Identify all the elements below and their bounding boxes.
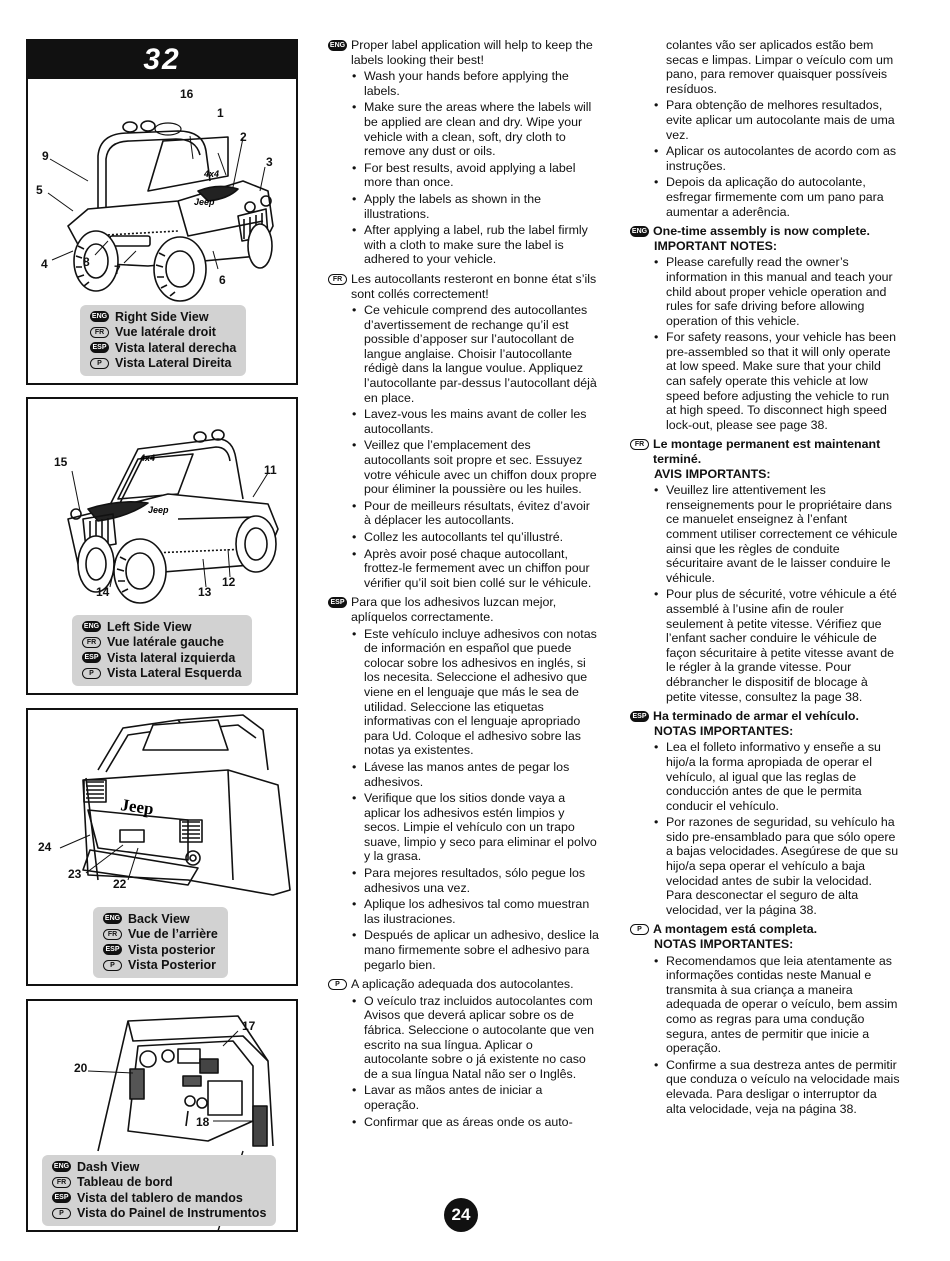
lang-badge: ESP — [328, 597, 347, 608]
callout-3: 3 — [266, 155, 273, 169]
section-p-labels-continued — [630, 38, 900, 219]
section-p-complete — [630, 922, 900, 1116]
callout-8: 8 — [83, 255, 90, 269]
legend-label: Vue de l’arrière — [128, 927, 218, 942]
callout-5: 5 — [36, 183, 43, 197]
section-intro: Proper label application will help to keep the labels looking their best! — [351, 38, 593, 67]
legend-row-eng — [103, 911, 218, 927]
list-item: • Por razones de seguridad, su vehículo ha sido pre-ensamblado para que sólo opere a bajas velocidades. Asegúrese de que su hijo/a sepa operar el vehículo a baja velocidad antes de subir la velocidad. Para desconectar el seguro de alta velocidad, ver la página 38. — [654, 815, 900, 917]
lang-badge: ENG — [104, 915, 121, 923]
legend-label: Vue latérale gauche — [107, 635, 224, 650]
legend-label: Vista Lateral Esquerda — [107, 666, 242, 681]
list-item: • For best results, avoid applying a label more than once. — [352, 161, 600, 190]
legend-label: Vista do Painel de Instrumentos — [77, 1206, 267, 1221]
list-item: • Después de aplicar un adhesivo, deslice la mano firmemente sobre el adhesivo para pegarlo bien. — [352, 928, 600, 972]
legend-row-eng — [52, 1159, 266, 1175]
figure-panel-back — [26, 708, 298, 986]
section-p-labels — [328, 977, 600, 1129]
callout-20: 20 — [74, 1061, 88, 1075]
section-eng-labels — [328, 38, 600, 267]
list-item: • Pour plus de sécurité, votre véhicule a été assemblé à l’usine afin de rouler seulement à petite vitesse. Vérifiez que l’enfant sacher conduire le véhicule de façon sécuritaire à petite vitesse avant de le régler à la grande vitesse. Pour débrancher le dispositif de blocage à petite vitesse, consultez la page 38. — [654, 587, 900, 704]
legend-label: Tableau de bord — [77, 1175, 173, 1190]
section-title: A montagem está completa. — [653, 922, 818, 937]
section-title: Ha terminado de armar el vehículo. — [653, 709, 859, 724]
section-title: Le montage permanent est maintenant terminé. — [653, 437, 881, 467]
legend-label: Vista posterior — [128, 942, 216, 957]
lang-badge: FR — [103, 929, 122, 940]
middle-text-column — [328, 38, 600, 1134]
lang-badge: ESP — [630, 711, 649, 722]
notes-heading: NOTAS IMPORTANTES: — [654, 937, 794, 952]
callout-22: 22 — [113, 877, 127, 891]
list-item: • Ce vehicule comprend des autocollantes d’avertissement de rechange qu’il est possible d’apposer sur l’autocollant de langue anglaise. Choisir l’autocollante rédigè dans la langue voulue. Appliquez l’autocollante par-dessus l’autocollant déjà en place. — [352, 303, 600, 405]
list-item: • Para mejores resultados, sólo pegue los adhesivos una vez. — [352, 866, 600, 895]
list-item: • Wash your hands before applying the labels. — [352, 69, 600, 98]
legend-row-fr — [82, 635, 242, 651]
legend-row-fr — [90, 325, 236, 341]
list-item: • Lavar as mãos antes de iniciar a operação. — [352, 1083, 600, 1112]
lang-badge: ENG — [83, 623, 100, 631]
callout-11: 11 — [264, 463, 277, 477]
callout-13: 13 — [198, 585, 212, 599]
legend-row-fr — [52, 1175, 266, 1191]
lang-badge: FR — [52, 1177, 71, 1188]
legend-right-side — [80, 305, 246, 376]
figure-panel-dash — [26, 999, 298, 1232]
callout-6: 6 — [219, 273, 226, 287]
list-item: • Please carefully read the owner’s information in this manual and teach your child about proper vehicle operation and rules for safe driving before allowing operation of this vehicle. — [654, 255, 900, 328]
lang-badge: P — [328, 979, 347, 990]
callout-18: 18 — [196, 1115, 210, 1129]
legend-label: Vista lateral izquierda — [107, 650, 236, 665]
list-item: • Para obtenção de melhores resultados, evite aplicar um autocolante mais de uma vez. — [654, 98, 900, 142]
legend-row-esp — [52, 1190, 266, 1206]
side-logo-text: Jeep — [148, 505, 169, 515]
list-item: • Confirme a sua destreza antes de permitir que conduza o veículo na velocidade mais elevada. Para desligar o interruptor da alta velocidade, veja na página 38. — [654, 1058, 900, 1116]
right-text-column — [630, 38, 900, 1121]
callout-2: 2 — [240, 130, 247, 144]
list-item: • Lavez-vous les mains avant de coller les autocollants. — [352, 407, 600, 436]
list-item: • Lávese las manos antes de pegar los adhesivos. — [352, 760, 600, 789]
lang-badge: ENG — [329, 42, 346, 49]
list-item: • Confirmar que as áreas onde os auto- — [352, 1115, 600, 1130]
list-item: • Este vehículo incluye adhesivos con notas de información en español que puede colocar sobre los adhesivos en inglés, si los necesita. Seleccione el adhesivo que viene en el lenguaje que más le sea de utilidad. Seleccione las etiquetas informativas con el lenguaje apropriado para Ud. Coloque el adhesivo sobre las notas ya existentes. — [352, 627, 600, 758]
list-item: • For safety reasons, your vehicle has been pre-assembled so that it will only operate at low speed. Make sure that your child can safely operate this vehicle at low speed before adjusting the vehicle to run at high speed. To disconnect high speed lock-out, please see page 38. — [654, 330, 900, 432]
legend-row-eng — [90, 309, 236, 325]
list-item: • Recomendamos que leia atentamente as informações contidas neste Manual e transmita à sua criança a maneira adequada de operar o veículo, bem assim como as regras para uma condução segura, antes de permitir que inicie a operação. — [654, 954, 900, 1056]
callout-15: 15 — [54, 455, 68, 469]
list-item: • Aplique los adhesivos tal como muestran las ilustraciones. — [352, 897, 600, 926]
legend-label: Left Side View — [107, 619, 192, 634]
figure-panel-left-side — [26, 397, 298, 695]
legend-row-p — [103, 958, 218, 974]
legend-label: Vista Lateral Direita — [115, 356, 232, 371]
section-fr-labels — [328, 272, 600, 590]
list-item: • Depois da aplicação do autocolante, esfregar firmemente com um pano para aumentar a aderência. — [654, 175, 900, 219]
callout-7: 7 — [114, 263, 121, 277]
section-intro: Les autocollants resteront en bonne état s’ils sont collés correctement! — [351, 271, 597, 301]
section-esp-complete — [630, 709, 900, 917]
legend-label: Vista del tablero de mandos — [77, 1190, 243, 1205]
lang-badge: P — [52, 1208, 71, 1219]
legend-back — [93, 907, 228, 978]
list-item: • Apply the labels as shown in the illustrations. — [352, 192, 600, 221]
badge-4x4-text: 4x4 — [204, 169, 220, 179]
lang-badge: ENG — [631, 228, 648, 236]
figure-panel-right-side — [26, 39, 298, 385]
badge-4x4-text: 4x4 — [140, 453, 156, 463]
notes-heading: IMPORTANT NOTES: — [654, 238, 777, 253]
continued-text: colantes vão ser aplicados estão bem secas e limpas. Limpar o veículo com um pano, para remover quaisquer possíveis resíduos. — [666, 38, 894, 96]
section-fr-complete — [630, 437, 900, 704]
list-item: • Pour de meilleurs résultats, évitez d’avoir à déplacer les autocollants. — [352, 499, 600, 528]
lang-badge: P — [90, 358, 109, 369]
list-item: • Collez les autocollants tel qu’illustré. — [352, 530, 600, 545]
list-item: • Lea el folleto informativo y enseñe a su hijo/a la forma apropiada de operar el vehículo, al igual que las reglas de conducción antes de que le permita conducir el vehículo. — [654, 740, 900, 813]
tailgate-logo-text: Jeep — [119, 795, 155, 819]
lang-badge: FR — [90, 327, 109, 338]
lang-badge: ENG — [53, 1163, 70, 1171]
lang-badge: FR — [630, 439, 649, 450]
legend-label: Back View — [128, 911, 190, 926]
list-item: • After applying a label, rub the label firmly with a cloth to make sure the label is adhered to your vehicle. — [352, 223, 600, 267]
legend-row-p — [82, 666, 242, 682]
list-item: • Après avoir posé chaque autocollant, frottez-le fermement avec un chiffon pour vérifier qu’il soit bien collé sur le véhicule. — [352, 547, 600, 591]
callout-1: 1 — [217, 106, 224, 120]
list-item: • Veuillez lire attentivement les renseignements pour le propriétaire dans ce manuelet enseignez à l’enfant comment utiliser correctement ce véhicule ainsi que les règles de conduite sécuritaire avant de le laisser conduire le véhicule. — [654, 483, 900, 585]
callout-4: 4 — [41, 257, 48, 271]
legend-row-esp — [103, 942, 218, 958]
lang-badge: ESP — [103, 944, 122, 955]
legend-row-esp — [90, 340, 236, 356]
legend-label: Dash View — [77, 1159, 140, 1174]
lang-badge: FR — [328, 274, 347, 285]
page-number: 24 — [444, 1198, 478, 1232]
legend-dash — [42, 1155, 276, 1226]
list-item: • Veillez que l’emplacement des autocollants soit propre et sec. Essuyez votre véhicule avec un chiffon doux propre pour éliminer la poussière ou les huiles. — [352, 438, 600, 496]
legend-label: Vista lateral derecha — [115, 340, 237, 355]
callout-23: 23 — [68, 867, 82, 881]
legend-row-p — [52, 1206, 266, 1222]
notes-heading: AVIS IMPORTANTS: — [654, 466, 771, 481]
section-intro: A aplicação adequada dos autocolantes. — [351, 977, 574, 992]
lang-badge: P — [82, 668, 101, 679]
section-intro: Para que los adhesivos luzcan mejor, aplíquelos correctamente. — [351, 595, 557, 624]
legend-left-side — [72, 615, 252, 686]
legend-row-p — [90, 356, 236, 372]
lang-badge: ESP — [82, 652, 101, 663]
callout-12: 12 — [222, 575, 236, 589]
lang-badge: P — [630, 924, 649, 935]
list-item: • Make sure the areas where the labels will be applied are clean and dry. Wipe your vehicle with a clean, soft, dry cloth to remove any dust or oils. — [352, 100, 600, 158]
legend-row-esp — [82, 650, 242, 666]
callout-14: 14 — [96, 585, 110, 599]
section-title: One-time assembly is now complete. — [653, 224, 870, 239]
step-number: 32 — [28, 41, 296, 79]
legend-row-eng — [82, 619, 242, 635]
list-item: • O veículo traz incluidos autocolantes com Avisos que deverá aplicar sobre os de fábrica. Seleccione o autocolante que ven escrito na sua língua. Aplicar o autocolante sobre o já existente no caso de a sua língua Natal não ser o Inglês. — [352, 994, 600, 1082]
hood-logo-text: Jeep — [194, 197, 215, 207]
lang-badge: ENG — [91, 313, 108, 321]
legend-label: Vista Posterior — [128, 958, 217, 973]
callout-9: 9 — [42, 149, 49, 163]
callout-24: 24 — [38, 840, 52, 854]
section-eng-complete — [630, 224, 900, 432]
callout-17: 17 — [242, 1019, 256, 1033]
legend-label: Vue latérale droit — [115, 325, 216, 340]
lang-badge: FR — [82, 637, 101, 648]
callout-16: 16 — [180, 87, 194, 101]
list-item: • Aplicar os autocolantes de acordo com as instruções. — [654, 144, 900, 173]
legend-label: Right Side View — [115, 309, 209, 324]
legend-row-fr — [103, 927, 218, 943]
section-esp-labels — [328, 595, 600, 972]
lang-badge: ESP — [90, 342, 109, 353]
list-item: • Verifique que los sitios donde vaya a aplicar los adhesivos estén limpios y secos. Limpie el vehículo con un trapo suave, limpio y seco para eliminar el polvo y la grasa. — [352, 791, 600, 864]
lang-badge: P — [103, 960, 122, 971]
lang-badge: ESP — [52, 1192, 71, 1203]
notes-heading: NOTAS IMPORTANTES: — [654, 723, 794, 738]
